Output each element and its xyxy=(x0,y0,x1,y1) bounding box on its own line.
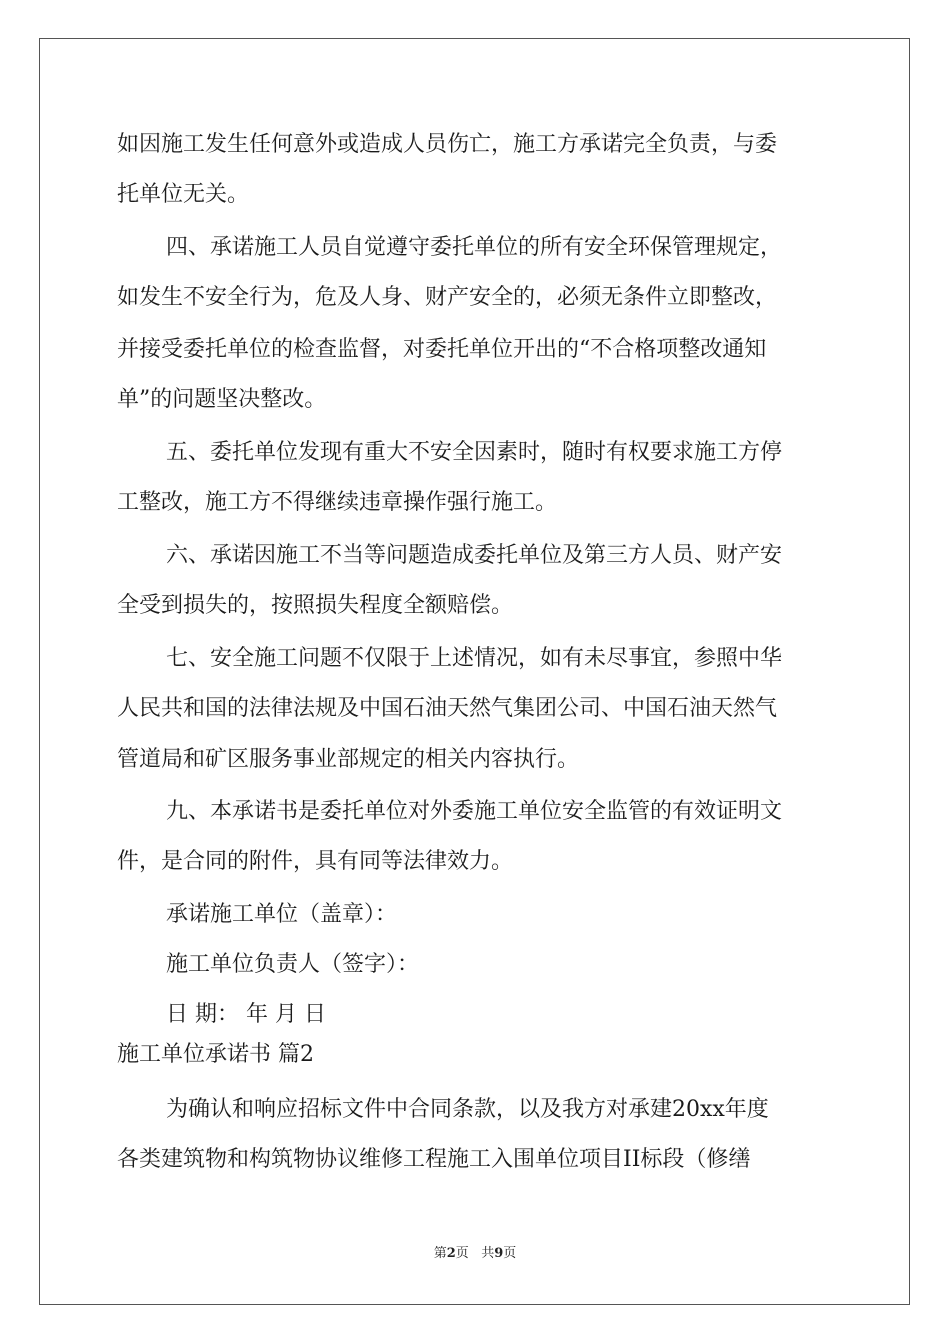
text-line: 七、安全施工问题不仅限于上述情况，如有未尽事宜，参照中华 xyxy=(166,646,783,671)
page-footer xyxy=(0,1242,950,1261)
total-pages: 9 xyxy=(494,1246,504,1261)
signature-field-person: 施工单位负责人（签字）： xyxy=(166,952,420,977)
text-line: 件，是合同的附件，具有同等法律效力。 xyxy=(117,849,514,874)
text-line: 各类建筑物和构筑物协议维修工程施工入围单位项目II标段（修缮 xyxy=(117,1147,751,1172)
text-line: 人民共和国的法律法规及中国石油天然气集团公司、中国石油天然气 xyxy=(117,696,778,721)
text-line: 五、委托单位发现有重大不安全因素时，随时有权要求施工方停 xyxy=(166,440,783,465)
total-label-post: 页 xyxy=(503,1246,517,1261)
section-heading: 施工单位承诺书 篇2 xyxy=(117,1042,314,1067)
text-line: 工整改，施工方不得继续违章操作强行施工。 xyxy=(117,490,558,515)
total-label-pre: 共 xyxy=(481,1246,495,1261)
date-field: 日 期： 年 月 日 xyxy=(166,1002,326,1027)
page-number: 2 xyxy=(446,1246,456,1261)
page-label-pre: 第 xyxy=(433,1246,447,1261)
text-line: 单”的问题坚决整改。 xyxy=(117,387,327,412)
text-line: 托单位无关。 xyxy=(117,182,250,207)
text-line: 六、承诺因施工不当等问题造成委托单位及第三方人员、财产安 xyxy=(166,543,783,568)
text-line: 并接受委托单位的检查监督，对委托单位开出的“不合格项整改通知 xyxy=(117,337,767,362)
signature-field-company: 承诺施工单位（盖章）： xyxy=(166,902,398,927)
text-line: 四、承诺施工人员自觉遵守委托单位的所有安全环保管理规定， xyxy=(166,235,783,260)
page-label-post: 页 xyxy=(455,1246,469,1261)
text-line: 如因施工发生任何意外或造成人员伤亡，施工方承诺完全负责，与委 xyxy=(117,132,778,157)
text-line: 九、本承诺书是委托单位对外委施工单位安全监管的有效证明文 xyxy=(166,799,783,824)
text-line: 如发生不安全行为，危及人身、财产安全的，必须无条件立即整改， xyxy=(117,285,778,310)
text-line: 为确认和响应招标文件中合同条款，以及我方对承建20xx年度 xyxy=(166,1097,769,1122)
text-line: 管道局和矿区服务事业部规定的相关内容执行。 xyxy=(117,747,580,772)
text-line: 全受到损失的，按照损失程度全额赔偿。 xyxy=(117,593,514,618)
